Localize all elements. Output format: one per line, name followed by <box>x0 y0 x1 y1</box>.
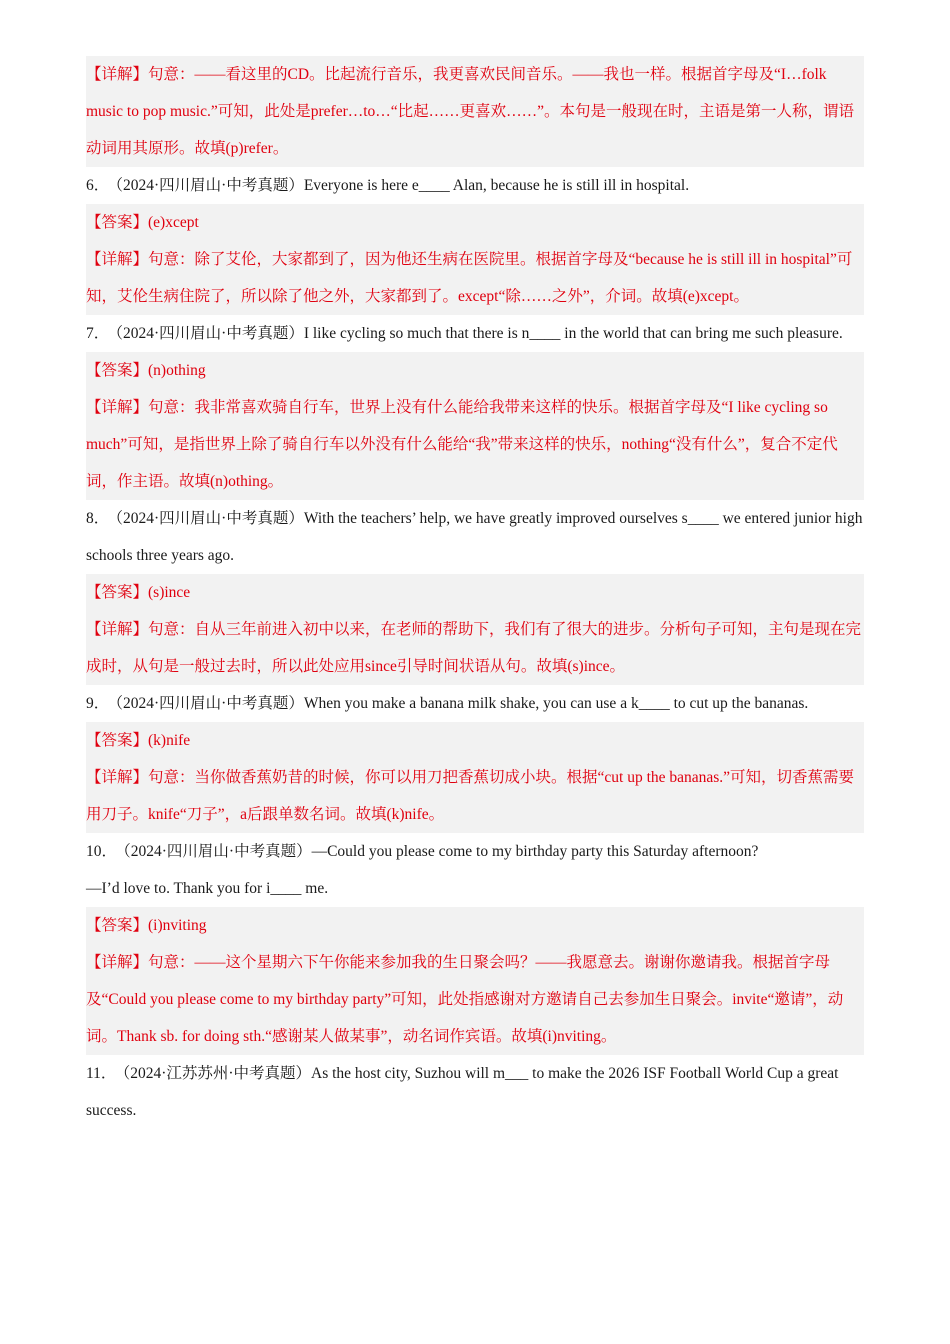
question-8: 8． （2024·四川眉山·中考真题）With the teachers’ help, we have greatly improved ourselves s____ we entered junior high schools three years ago. <box>86 510 863 564</box>
document-page <box>86 56 864 1129</box>
answer-6: 【答案】(e)xcept <box>86 214 199 231</box>
answer-box-6 <box>86 204 864 315</box>
answer-box-9 <box>86 722 864 833</box>
answer-7: 【答案】(n)othing <box>86 362 206 379</box>
question-10-reply: —I’d love to. Thank you for i____ me. <box>86 880 329 897</box>
answer-box-8 <box>86 574 864 685</box>
answer-box-10 <box>86 907 864 1055</box>
answer-8: 【答案】(s)ince <box>86 584 191 601</box>
question-9: 9． （2024·四川眉山·中考真题）When you make a banana milk shake, you can use a k____ to cut up the bananas. <box>86 695 809 712</box>
answer-9: 【答案】(k)nife <box>86 732 191 749</box>
explanation-7: 【详解】句意：我非常喜欢骑自行车，世界上没有什么能给我带来这样的快乐。根据首字母及“I like cycling so much”可知，是指世界上除了骑自行车以外没有什么能给“我”带来这样的快乐，nothing“没有什么”，复合不定代词，作主语。故填(n)othing。 <box>86 399 838 490</box>
explanation-6: 【详解】句意：除了艾伦，大家都到了，因为他还生病在医院里。根据首字母及“because he is still ill in hospital”可知，艾伦生病住院了，所以除了他之外，大家都到了。except“除……之外”，介词。故填(e)xcept。 <box>86 251 853 305</box>
question-11: 11． （2024·江苏苏州·中考真题）As the host city, Suzhou will m___ to make the 2026 ISF Football World Cup a great success. <box>86 1065 839 1119</box>
question-7: 7． （2024·四川眉山·中考真题）I like cycling so much that there is n____ in the world that can bring me such pleasure. <box>86 325 843 342</box>
question-10: 10． （2024·四川眉山·中考真题）—Could you please come to my birthday party this Saturday afternoon? <box>86 843 759 860</box>
explanation-box-5 <box>86 56 864 167</box>
explanation-10: 【详解】句意：——这个星期六下午你能来参加我的生日聚会吗？——我愿意去。谢谢你邀请我。根据首字母及“Could you please come to my birthday party”可知，此处指感谢对方邀请自己去参加生日聚会。invite“邀请”，动词。Thank sb. for doing sth.“感谢某人做某事”，动名词作宾语。故填(i)nviting。 <box>86 954 844 1045</box>
answer-box-7 <box>86 352 864 500</box>
answer-10: 【答案】(i)nviting <box>86 917 207 934</box>
explanation-8: 【详解】句意：自从三年前进入初中以来，在老师的帮助下，我们有了很大的进步。分析句子可知，主句是现在完成时，从句是一般过去时，所以此处应用since引导时间状语从句。故填(s)ince。 <box>86 621 862 675</box>
question-6: 6． （2024·四川眉山·中考真题）Everyone is here e____ Alan, because he is still ill in hospital. <box>86 177 690 194</box>
explanation-5: 【详解】句意：——看这里的CD。比起流行音乐，我更喜欢民间音乐。——我也一样。根据首字母及“I…folk music to pop music.”可知，此处是prefer…to…“比起……更喜欢……”。本句是一般现在时，主语是第一人称，谓语动词用其原形。故填(p)refer。 <box>86 66 855 157</box>
explanation-9: 【详解】句意：当你做香蕉奶昔的时候，你可以用刀把香蕉切成小块。根据“cut up the bananas.”可知，切香蕉需要用刀子。knife“刀子”，a后跟单数名词。故填(k)nife。 <box>86 769 855 823</box>
